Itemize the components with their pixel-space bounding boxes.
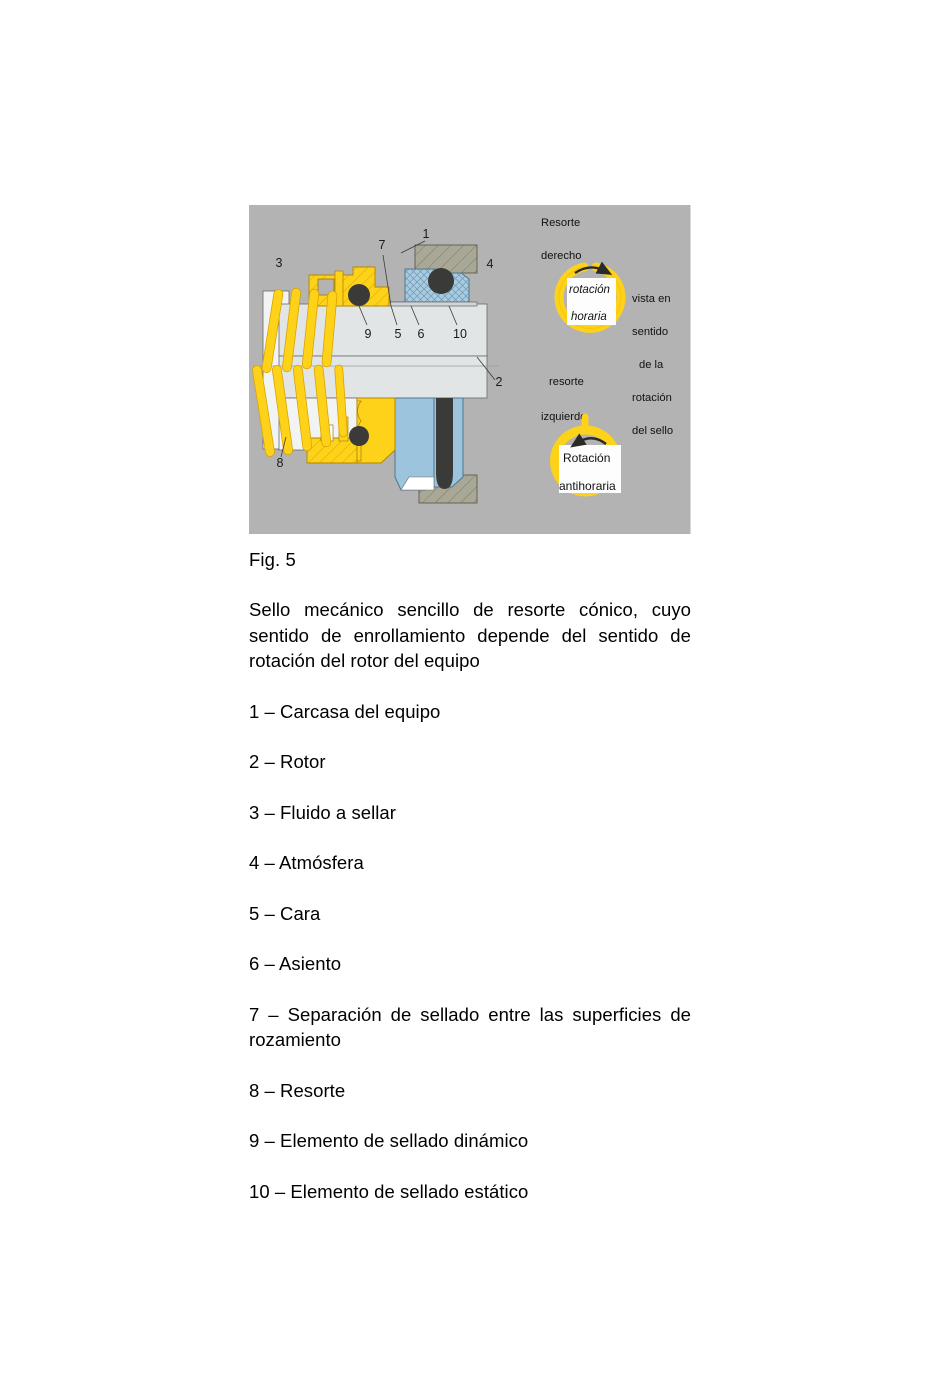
spring-right-title-line2: derecho [541,250,582,262]
dynamic-seal-oring-upper [348,284,370,306]
figure-description: Sello mecánico sencillo de resorte cónico, cuyo sentido de enrollamiento depende del sentido de rotación del rotor del equipo [249,599,691,671]
legend-item-8: 8 – Resorte [249,1079,346,1101]
legend-item-2: 2 – Rotor [249,751,326,772]
static-seal-oring-upper [428,268,454,294]
spring-left-title-line2: izquierdo [541,411,587,423]
clockwise-label-line1: rotación [569,284,610,296]
view-note-line-1: vista en [632,293,671,305]
legend-item-9: 9 – Elemento de sellado dinámico [249,1130,529,1151]
counterclockwise-label-line1: Rotación [563,451,611,465]
callout-2: 2 [495,375,503,389]
callout-3: 3 [275,256,283,270]
legend-item-4: 4 – Atmósfera [249,852,364,873]
content-column [249,205,691,1204]
callout-5: 5 [394,327,402,341]
callout-8: 8 [276,456,284,470]
figure-image [249,205,691,534]
view-note-line-2: sentido [632,326,669,338]
callout-10: 10 [453,327,467,341]
legend-list [249,699,691,1205]
view-note-line-4: rotación [632,392,672,404]
figure-caption-label: Fig. 5 [249,549,296,570]
spring-left-title-line1: resorte [549,376,584,388]
dynamic-seal-oring-lower [349,426,369,446]
legend-item-3: 3 – Fluido a sellar [249,801,396,823]
view-note-line-3: de la [639,359,664,371]
legend-item-5: 5 – Cara [249,902,321,924]
spring-right-title-line1: Resorte [541,217,581,229]
legend-item-6: 6 – Asiento [249,953,342,974]
callout-4: 4 [486,257,494,271]
callout-1: 1 [422,227,430,241]
static-seal-oring-lower [436,398,453,489]
callout-6: 6 [417,327,425,341]
legend-item-7: 7 – Separación de sellado entre las superficies de rozamiento [249,1003,691,1050]
counterclockwise-label-line2: antihoraria [559,479,616,493]
callout-9: 9 [364,327,372,341]
legend-item-10: 10 – Elemento de sellado estático [249,1180,529,1202]
legend-item-1: 1 – Carcasa del equipo [249,700,441,722]
clockwise-label-line2: horaria [571,311,607,323]
view-note-line-5: del sello [632,425,674,437]
callout-7: 7 [378,238,386,252]
